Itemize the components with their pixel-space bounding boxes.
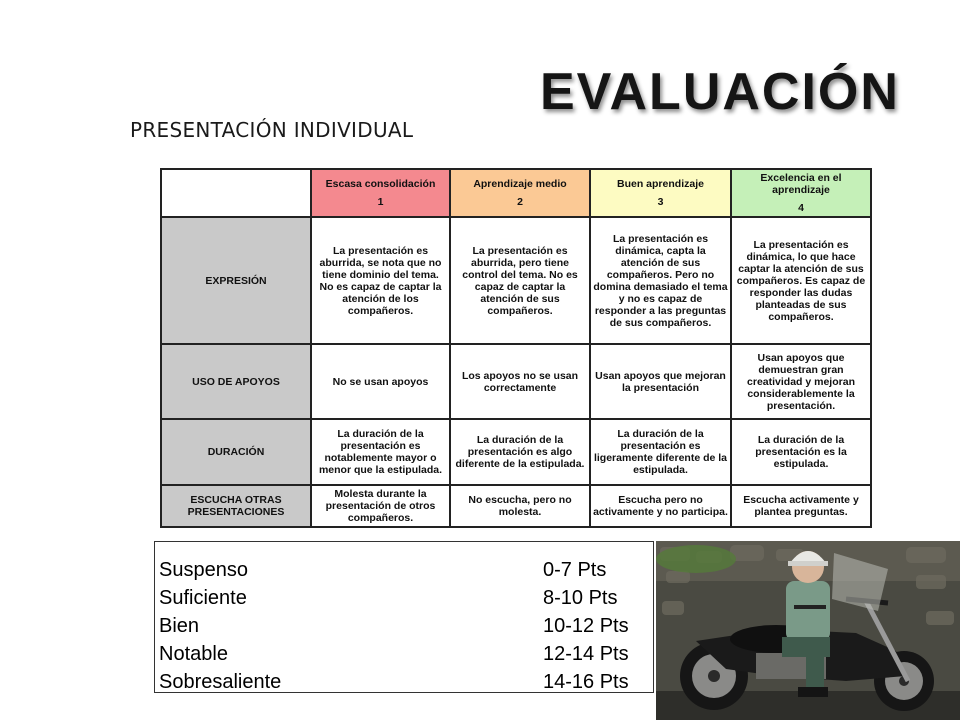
level-name: Excelencia en el aprendizaje: [760, 172, 842, 196]
rubric-cell: La presentación es dinámica, capta la atención de sus compañeros. Pero no domina demasiado el tema y no es capaz de responder a las preguntas de sus compañeros.: [590, 217, 731, 344]
criterion-label: ESCUCHA OTRAS PRESENTACIONES: [161, 485, 311, 527]
rubric-row-expresion: [161, 217, 871, 344]
grade-row: [155, 671, 654, 693]
rubric-row-duracion: [161, 419, 871, 485]
level-number: 1: [377, 196, 384, 208]
rubric-cell: La presentación es aburrida, pero tiene control del tema. No es capaz de captar la atención de sus compañeros.: [450, 217, 590, 344]
grade-points: 8-10 Pts: [543, 587, 618, 609]
rubric-row-uso-de-apoyos: [161, 344, 871, 419]
grade-label: Suficiente: [159, 587, 247, 609]
rubric-cell: La presentación es dinámica, lo que hace captar la atención de sus compañeros. Es capaz de responder las dudas planteadas de sus compañeros.: [731, 217, 871, 344]
grade-row: [155, 643, 654, 671]
grade-row: [155, 559, 654, 587]
rubric-header-row: [161, 169, 871, 217]
rubric-cell: Los apoyos no se usan correctamente: [450, 344, 590, 419]
rubric-cell: No se usan apoyos: [311, 344, 450, 419]
criterion-label: DURACIÓN: [161, 419, 311, 485]
level-number: 4: [798, 202, 804, 214]
grade-points: 12-14 Pts: [543, 643, 629, 665]
rubric-cell: Escucha pero no activamente y no participa.: [590, 485, 731, 527]
level-name: Escasa consolidación: [325, 178, 436, 190]
grade-label: Notable: [159, 643, 228, 665]
rubric-cell: La duración de la presentación es la estipulada.: [731, 419, 871, 485]
slide-title: EVALUACIÓN: [540, 63, 900, 121]
level-number: 3: [657, 196, 664, 208]
level-header-4: [731, 169, 871, 217]
level-number: 2: [517, 196, 523, 208]
level-name: Buen aprendizaje: [617, 178, 704, 190]
rubric-cell: No escucha, pero no molesta.: [450, 485, 590, 527]
level-header-3: [590, 169, 731, 217]
grade-points: 0-7 Pts: [543, 559, 607, 581]
grade-points: 10-12 Pts: [543, 615, 629, 637]
grade-label: Bien: [159, 615, 200, 637]
rubric-cell: La presentación es aburrida, se nota que no tiene dominio del tema. No es capaz de captar la atención de los compañeros.: [311, 217, 450, 344]
motorcycle-photo: [656, 541, 960, 720]
rubric-cell: Usan apoyos que mejoran la presentación: [590, 344, 731, 419]
rubric-cell: Usan apoyos que demuestran gran creatividad y mejoran considerablemente la presentación.: [731, 344, 871, 419]
rubric-table: [160, 168, 872, 528]
criterion-label: USO DE APOYOS: [161, 344, 311, 419]
grade-row: [155, 587, 654, 615]
level-name: Aprendizaje medio: [473, 178, 567, 190]
criterion-label: EXPRESIÓN: [161, 217, 311, 344]
slide-subtitle: PRESENTACIÓN INDIVIDUAL: [130, 118, 414, 142]
grade-label: Suspenso: [159, 559, 248, 581]
grade-points: 14-16 Pts: [543, 671, 629, 693]
level-header-1: [311, 169, 450, 217]
grading-scale: [154, 541, 654, 693]
rubric-cell: La duración de la presentación es algo diferente de la estipulada.: [450, 419, 590, 485]
rubric-cell: La duración de la presentación es notablemente mayor o menor que la estipulada.: [311, 419, 450, 485]
level-header-2: [450, 169, 590, 217]
rubric-row-escucha: [161, 485, 871, 527]
grade-row: [155, 615, 654, 643]
rubric-cell: Escucha activamente y plantea preguntas.: [731, 485, 871, 527]
rubric-cell: Molesta durante la presentación de otros compañeros.: [311, 485, 450, 527]
grade-label: Sobresaliente: [159, 671, 282, 693]
rubric-corner-cell: [161, 169, 311, 217]
rubric-cell: La duración de la presentación es ligeramente diferente de la estipulada.: [590, 419, 731, 485]
